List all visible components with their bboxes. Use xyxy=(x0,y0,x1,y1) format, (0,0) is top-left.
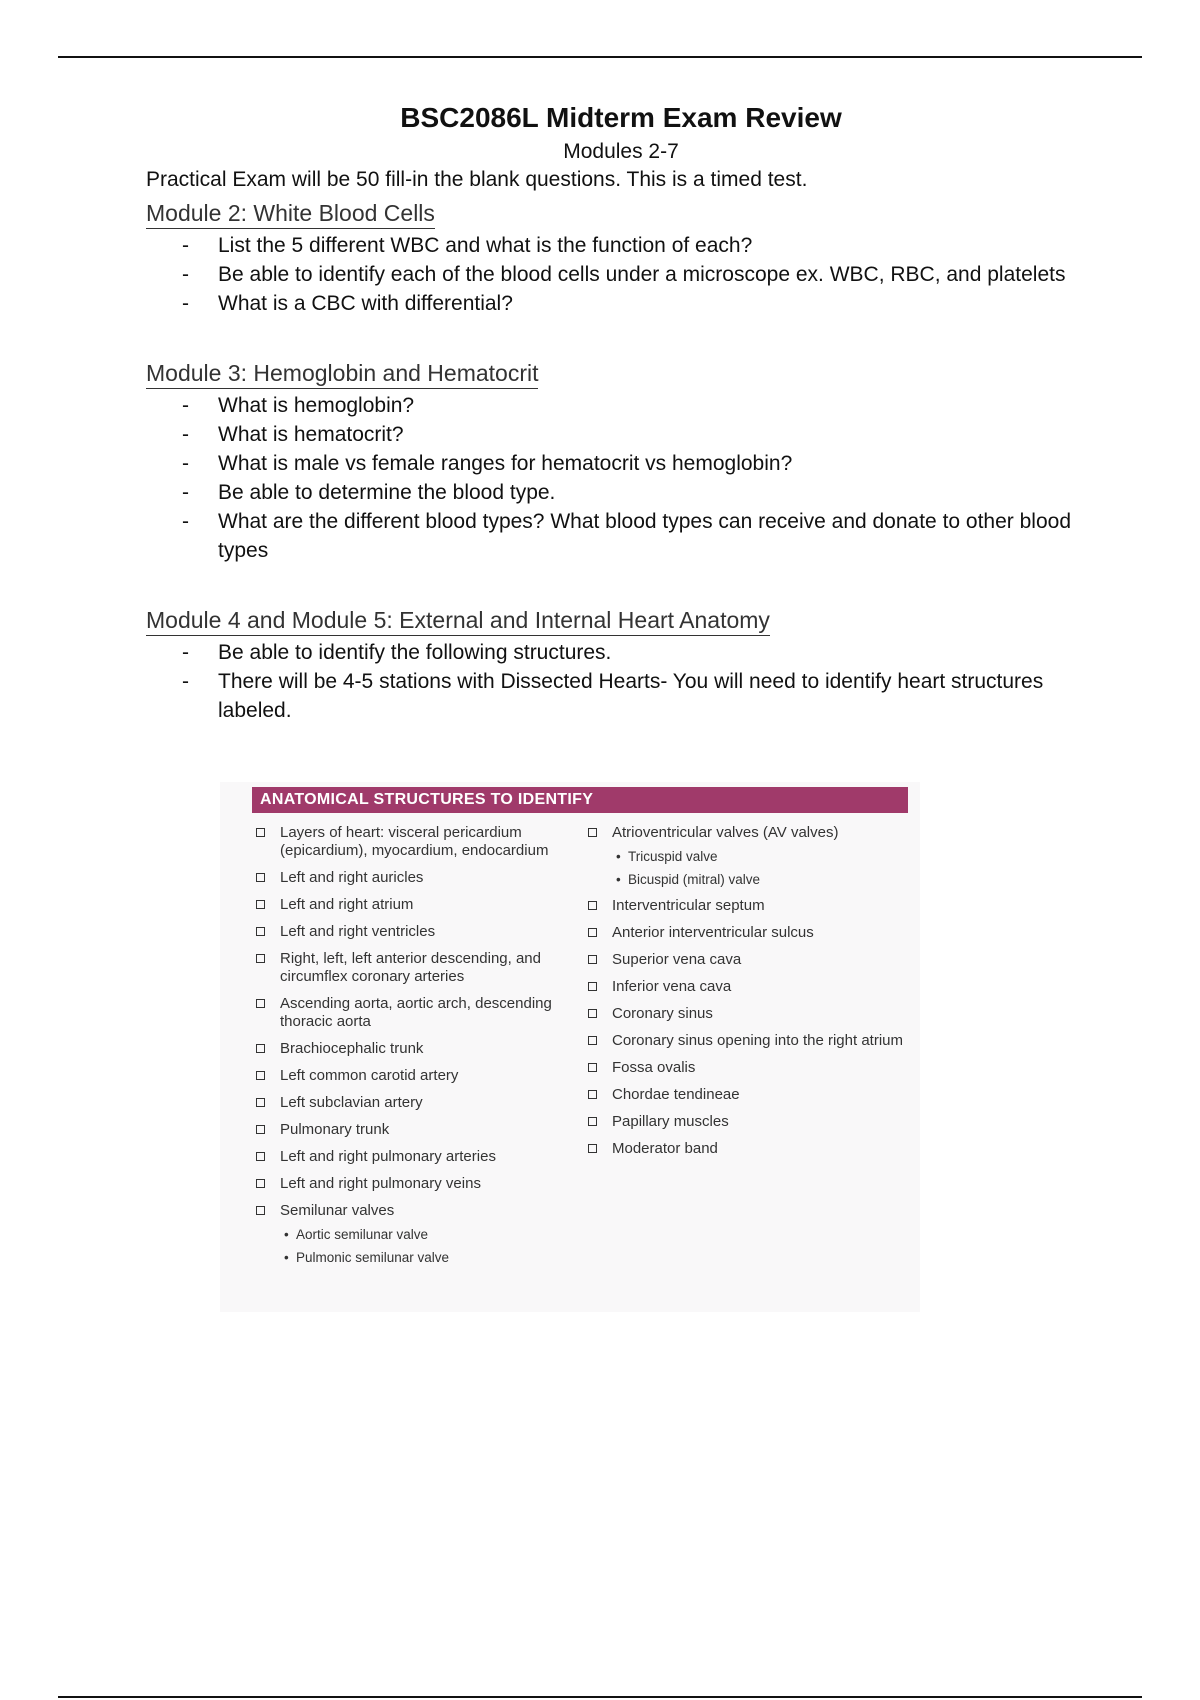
top-rule xyxy=(58,56,1142,58)
checklist-item: Interventricular septum xyxy=(586,897,906,915)
checklist-item: Moderator band xyxy=(586,1140,906,1158)
checkbox-icon xyxy=(588,955,597,964)
list-item: - What is hemoglobin? xyxy=(218,391,1096,420)
checkbox-icon xyxy=(256,1125,265,1134)
checkbox-icon xyxy=(256,954,265,963)
section-module-4-5 xyxy=(146,601,1096,725)
checklist-item: Coronary sinus opening into the right atrium xyxy=(586,1032,906,1050)
checkbox-icon xyxy=(256,999,265,1008)
checkbox-icon xyxy=(256,1179,265,1188)
checklist-item: Superior vena cava xyxy=(586,951,906,969)
checkbox-icon xyxy=(588,1036,597,1045)
checklist-item: Left subclavian artery xyxy=(254,1094,554,1112)
list-item: - Be able to determine the blood type. xyxy=(218,478,1096,507)
checklist-item: Coronary sinus xyxy=(586,1005,906,1023)
checkbox-icon xyxy=(588,1144,597,1153)
section-heading: Module 4 and Module 5: External and Internal Heart Anatomy xyxy=(146,605,770,636)
checkbox-icon xyxy=(588,901,597,910)
checkbox-icon xyxy=(588,1063,597,1072)
checkbox-icon xyxy=(256,828,265,837)
checklist-item: Anterior interventricular sulcus xyxy=(586,924,906,942)
list-item: - What is hematocrit? xyxy=(218,420,1096,449)
checkbox-icon xyxy=(588,1009,597,1018)
checklist-item: Left and right pulmonary arteries xyxy=(254,1148,554,1166)
checklist-item: Papillary muscles xyxy=(586,1113,906,1131)
checkbox-icon xyxy=(256,900,265,909)
checklist-subitem: • Aortic semilunar valve xyxy=(284,1227,429,1242)
checklist-item: Left and right auricles xyxy=(254,869,554,887)
question-list xyxy=(146,231,1096,318)
checklist-item: Brachiocephalic trunk xyxy=(254,1040,554,1058)
checkbox-icon xyxy=(256,927,265,936)
document-title: BSC2086L Midterm Exam Review xyxy=(400,102,842,133)
checklist-item: Atrioventricular valves (AV valves) xyxy=(586,824,906,842)
question-list xyxy=(146,638,1096,725)
checklist-item: Inferior vena cava xyxy=(586,978,906,996)
bullet-icon: • xyxy=(616,849,621,864)
list-item: - Be able to identify each of the blood cells under a microscope ex. WBC, RBC, and platelets xyxy=(218,260,1096,289)
list-item: - What is male vs female ranges for hematocrit vs hemoglobin? xyxy=(218,449,1096,478)
document-subtitle: Modules 2-7 xyxy=(563,140,679,163)
question-list xyxy=(146,391,1096,565)
list-item: - What is a CBC with differential? xyxy=(218,289,1096,318)
checkbox-icon xyxy=(256,1098,265,1107)
checklist-item: Pulmonary trunk xyxy=(254,1121,554,1139)
section-module-3 xyxy=(146,354,1096,565)
checkbox-icon xyxy=(588,982,597,991)
list-item: - Be able to identify the following structures. xyxy=(218,638,1096,667)
checkbox-icon xyxy=(256,873,265,882)
section-heading: Module 2: White Blood Cells xyxy=(146,198,435,229)
checklist-item: Left and right ventricles xyxy=(254,923,554,941)
list-item: - List the 5 different WBC and what is the function of each? xyxy=(218,231,1096,260)
checkbox-icon xyxy=(256,1206,265,1215)
section-heading: Module 3: Hemoglobin and Hematocrit xyxy=(146,358,538,389)
checklist-subitem: • Tricuspid valve xyxy=(616,849,718,864)
checklist-item: Chordae tendineae xyxy=(586,1086,906,1104)
checklist-subitem: • Pulmonic semilunar valve xyxy=(284,1250,450,1265)
checklist-item: Fossa ovalis xyxy=(586,1059,906,1077)
intro-text: Practical Exam will be 50 fill-in the blank questions. This is a timed test. xyxy=(146,168,808,191)
checklist-item: Layers of heart: visceral pericardium (epicardium), myocardium, endocardium xyxy=(254,824,554,860)
figure-header: ANATOMICAL STRUCTURES TO IDENTIFY xyxy=(252,787,908,813)
anatomical-structures-figure xyxy=(220,782,920,1312)
checkbox-icon xyxy=(588,1117,597,1126)
document-page xyxy=(146,100,1096,725)
figure-right-column xyxy=(586,824,906,1167)
checklist-item: Left and right pulmonary veins xyxy=(254,1175,554,1193)
checklist-item: Left common carotid artery xyxy=(254,1067,554,1085)
bottom-rule xyxy=(58,1696,1142,1698)
checklist-item: Ascending aorta, aortic arch, descending thoracic aorta xyxy=(254,995,554,1031)
bullet-icon: • xyxy=(284,1250,289,1265)
figure-left-column xyxy=(254,824,554,1275)
bullet-icon: • xyxy=(284,1227,289,1242)
checklist-subitem: • Bicuspid (mitral) valve xyxy=(616,872,761,887)
checklist-item: Left and right atrium xyxy=(254,896,554,914)
list-item: - There will be 4-5 stations with Dissected Hearts- You will need to identify heart structures labeled. xyxy=(218,667,1096,725)
checkbox-icon xyxy=(256,1071,265,1080)
checkbox-icon xyxy=(256,1152,265,1161)
checkbox-icon xyxy=(588,1090,597,1099)
checkbox-icon xyxy=(588,928,597,937)
checklist-item: Semilunar valves xyxy=(254,1202,554,1220)
section-module-2 xyxy=(146,194,1096,318)
checkbox-icon xyxy=(588,828,597,837)
checkbox-icon xyxy=(256,1044,265,1053)
bullet-icon: • xyxy=(616,872,621,887)
list-item: - What are the different blood types? What blood types can receive and donate to other blood types xyxy=(218,507,1096,565)
checklist-item: Right, left, left anterior descending, and circumflex coronary arteries xyxy=(254,950,554,986)
